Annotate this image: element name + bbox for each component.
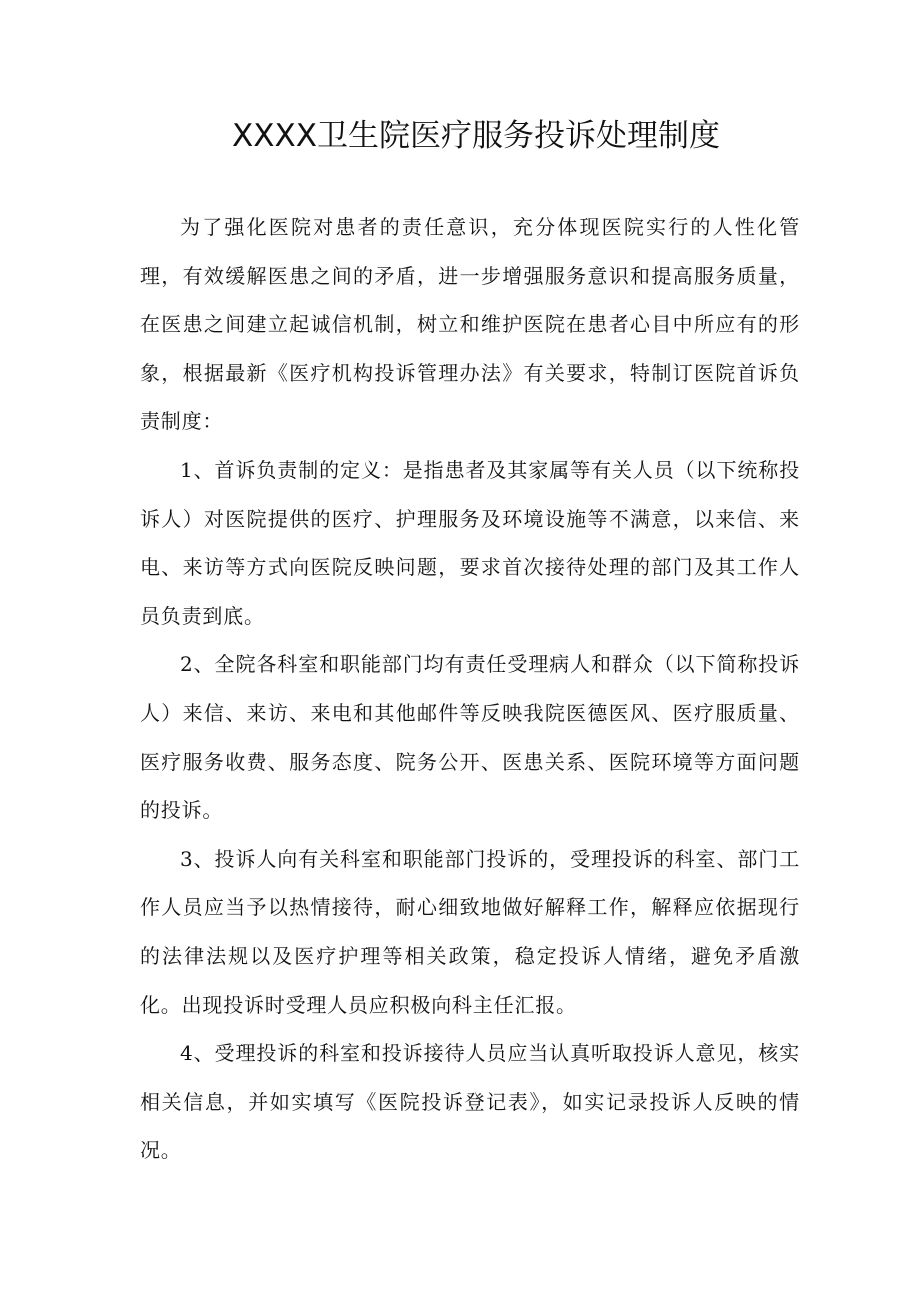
document-title: XXXX卫生院医疗服务投诉处理制度 — [232, 118, 720, 154]
clause-1-paragraph: 1、首诉负责制的定义：是指患者及其家属等有关人员（以下统称投诉人）对医院提供的医疗、护理服务及环境设施等不满意，以来信、来电、来访等方式向医院反映问题，要求首次接待处理的部门及其工作人员负责到底。 — [140, 457, 800, 628]
clause-3-paragraph: 3、投诉人向有关科室和职能部门投诉的，受理投诉的科室、部门工作人员应当予以热情接待，耐心细致地做好解释工作，解释应依据现行的法律法规以及医疗护理等相关政策，稳定投诉人情绪，避免矛盾激化。出现投诉时受理人员应积极向科主任汇报。 — [140, 846, 800, 1017]
clause-2-paragraph: 2、全院各科室和职能部门均有责任受理病人和群众（以下简称投诉人）来信、来访、来电和其他邮件等反映我院医德医风、医疗服质量、医疗服务收费、服务态度、院务公开、医患关系、医院环境等方面问题的投诉。 — [140, 652, 800, 823]
clause-4-paragraph: 4、受理投诉的科室和投诉接待人员应当认真听取投诉人意见，核实相关信息，并如实填写《医院投诉登记表》，如实记录投诉人反映的情况。 — [140, 1041, 800, 1163]
document-body — [140, 203, 800, 1175]
intro-paragraph: 为了强化医院对患者的责任意识，充分体现医院实行的人性化管理，有效缓解医患之间的矛盾，进一步增强服务意识和提高服务质量，在医患之间建立起诚信机制，树立和维护医院在患者心目中所应有的形象，根据最新《医疗机构投诉管理办法》有关要求，特制订医院首诉负责制度： — [140, 215, 800, 434]
